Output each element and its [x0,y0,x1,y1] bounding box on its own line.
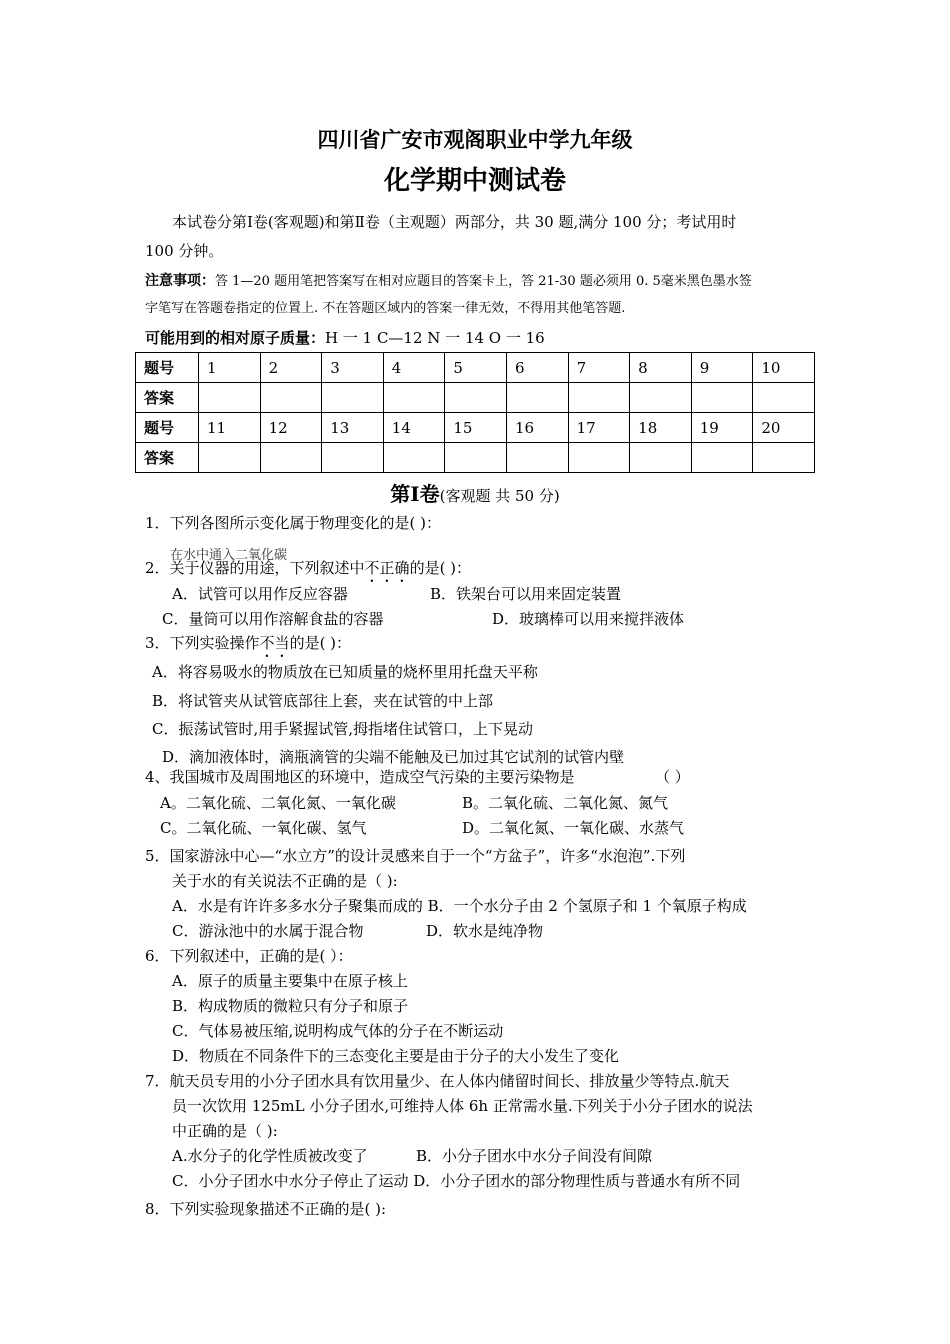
row-label: 答案 [136,383,199,413]
question-2 [145,558,471,586]
answer-cell[interactable] [199,443,261,473]
q5-option-ab: A．水是有许许多多水分子聚集而成的 B．一个水分子由 2 个氢原子和 1 个氧原子构成 [172,897,747,915]
question-number-cell: 1 [199,353,261,383]
answer-cell[interactable] [322,443,384,473]
question-number-cell: 8 [630,353,692,383]
q2-option-d: D．玻璃棒可以用来搅拌液体 [492,610,685,628]
q3-emphasis: 不当 [259,634,290,652]
question-5-line1: 5．国家游泳中心—“水立方”的设计灵感来自于一个“方盆子”，许多“水泡泡”.下列 [145,847,686,865]
intro-line1: 本试卷分第Ⅰ卷(客观题)和第Ⅱ卷（主观题）两部分，共 30 题,满分 100 分；考试用时 [172,213,737,231]
question-number-cell: 5 [445,353,507,383]
row-label: 题号 [136,413,199,443]
question-3 [145,633,351,661]
question-number-cell: 9 [691,353,753,383]
q4-option-b: B。二氧化硫、二氧化氮、氮气 [462,794,669,812]
q5-option-d: D．软水是纯净物 [426,922,544,940]
section-heading-sub: (客观题 共 50 分) [439,487,560,505]
q6-option-a: A．原子的质量主要集中在原子核上 [172,972,408,990]
notice-text1: 答 1—20 题用笔把答案写在相对应题目的答案卡上，答 21-30 题必须用 0. 5毫米黑色墨水签 [215,274,752,289]
q7-option-cd: C．小分子团水中水分子停止了运动 D．小分子团水的部分物理性质与普通水有所不同 [172,1172,741,1190]
exam-title-line1: 四川省广安市观阁职业中学九年级 [317,127,633,152]
answer-cell[interactable] [568,383,630,413]
section-heading-main: 第Ⅰ卷 [390,482,440,506]
question-number-cell: 10 [753,353,815,383]
q2-option-b: B．铁架台可以用来固定装置 [430,585,622,603]
question-7-line1: 7．航天员专用的小分子团水具有饮用量少、在人体内储留时间长、排放量少等特点.航天 [145,1072,730,1090]
question-number-cell: 15 [445,413,507,443]
question-number-cell: 7 [568,353,630,383]
question-number-cell: 3 [322,353,384,383]
question-5-line2: 关于水的有关说法不正确的是（ ): [172,872,398,890]
answer-cell[interactable] [445,443,507,473]
question-number-cell: 4 [383,353,445,383]
answer-cell[interactable] [630,443,692,473]
question-6: 6．下列叙述中，正确的是( ）： [145,947,353,965]
answer-cell[interactable] [199,383,261,413]
answer-cell[interactable] [383,443,445,473]
q2-emphasis: 不正确 [364,559,410,577]
q3-text: 3．下列实验操作 [145,634,260,652]
q3-option-c: C．振荡试管时,用手紧握试管,拇指堵住试管口，上下晃动 [152,720,534,738]
atomic-mass-values: H 一 1 C—12 N 一 14 O 一 16 [325,329,545,347]
q2-option-c: C．量筒可以用作溶解食盐的容器 [162,610,384,628]
q3-text-end: 的是( )： [289,634,352,652]
q4-option-d: D。二氧化氮、一氧化碳、水蒸气 [462,819,685,837]
q6-option-d: D．物质在不同条件下的三态变化主要是由于分子的大小发生了变化 [172,1047,620,1065]
q4-option-a: A。二氧化硫、二氧化氮、一氧化碳 [160,794,396,812]
question-number-cell: 13 [322,413,384,443]
table-row [136,443,815,473]
question-number-cell: 20 [753,413,815,443]
q6-option-b: B．构成物质的微粒只有分子和原子 [172,997,409,1015]
question-number-cell: 19 [691,413,753,443]
q3-option-b: B．将试管夹从试管底部往上套，夹在试管的中上部 [152,692,494,710]
answer-cell[interactable] [506,383,568,413]
question-number-cell: 18 [630,413,692,443]
answer-cell[interactable] [383,383,445,413]
q2-option-a: A．试管可以用作反应容器 [172,585,348,603]
row-label: 题号 [136,353,199,383]
answer-cell[interactable] [753,383,815,413]
q3-option-a: A．将容易吸水的物质放在已知质量的烧杯里用托盘天平称 [152,663,538,681]
table-row [136,353,815,383]
row-label: 答案 [136,443,199,473]
notice-line1 [145,271,752,292]
question-number-cell: 12 [260,413,322,443]
answer-cell[interactable] [322,383,384,413]
q7-option-a: A.水分子的化学性质被改变了 [172,1147,368,1165]
q6-option-c: C．气体易被压缩,说明构成气体的分子在不断运动 [172,1022,504,1040]
question-number-cell: 2 [260,353,322,383]
answer-cell[interactable] [630,383,692,413]
q2-text-end: 的是( )： [409,559,472,577]
question-1: 1．下列各图所示变化属于物理变化的是( )： [145,514,442,532]
answer-cell[interactable] [568,443,630,473]
table-row [136,383,815,413]
answer-cell[interactable] [506,443,568,473]
answer-cell[interactable] [691,443,753,473]
q5-option-c: C．游泳池中的水属于混合物 [172,922,364,940]
q2-text: 2．关于仪器的用途，下列叙述中 [145,559,365,577]
answer-table [135,352,815,473]
answer-cell[interactable] [445,383,507,413]
answer-cell[interactable] [691,383,753,413]
atomic-mass-line [145,328,545,348]
section-heading [0,478,950,507]
intro-line2: 100 分钟。 [145,242,224,260]
answer-cell[interactable] [753,443,815,473]
exam-title-line2: 化学期中测试卷 [383,166,566,196]
atomic-mass-label: 可能用到的相对原子质量： [145,329,326,347]
question-number-cell: 14 [383,413,445,443]
table-row [136,413,815,443]
question-number-cell: 6 [506,353,568,383]
question-7-line2: 员一次饮用 125mL 小分子团水,可维持人体 6h 正常需水量.下列关于小分子团水的说法 [172,1097,753,1115]
q7-option-b: B．小分子团水中水分子间没有间隙 [416,1147,653,1165]
notice-line2: 字笔写在答题卷指定的位置上. 不在答题区域内的答案一律无效，不得用其他笔答题. [145,301,626,316]
answer-cell[interactable] [260,443,322,473]
question-number-cell: 16 [506,413,568,443]
q4-option-c: C。二氧化硫、一氧化碳、氢气 [160,819,367,837]
notice-label: 注意事项： [145,273,215,289]
question-4: 4、我国城市及周围地区的环境中，造成空气污染的主要污染物是 [145,768,575,786]
q1-image-caption: 在水中通入二氧化碳 [170,548,288,563]
question-number-cell: 17 [568,413,630,443]
answer-cell[interactable] [260,383,322,413]
question-8: 8．下列实验现象描述不正确的是( ): [145,1200,387,1218]
q3-option-d: D．滴加液体时，滴瓶滴管的尖端不能触及已加过其它试剂的试管内壁 [162,748,625,766]
question-7-line3: 中正确的是（ ): [172,1122,278,1140]
question-number-cell: 11 [199,413,261,443]
q4-answer-paren: （ ） [655,768,690,786]
